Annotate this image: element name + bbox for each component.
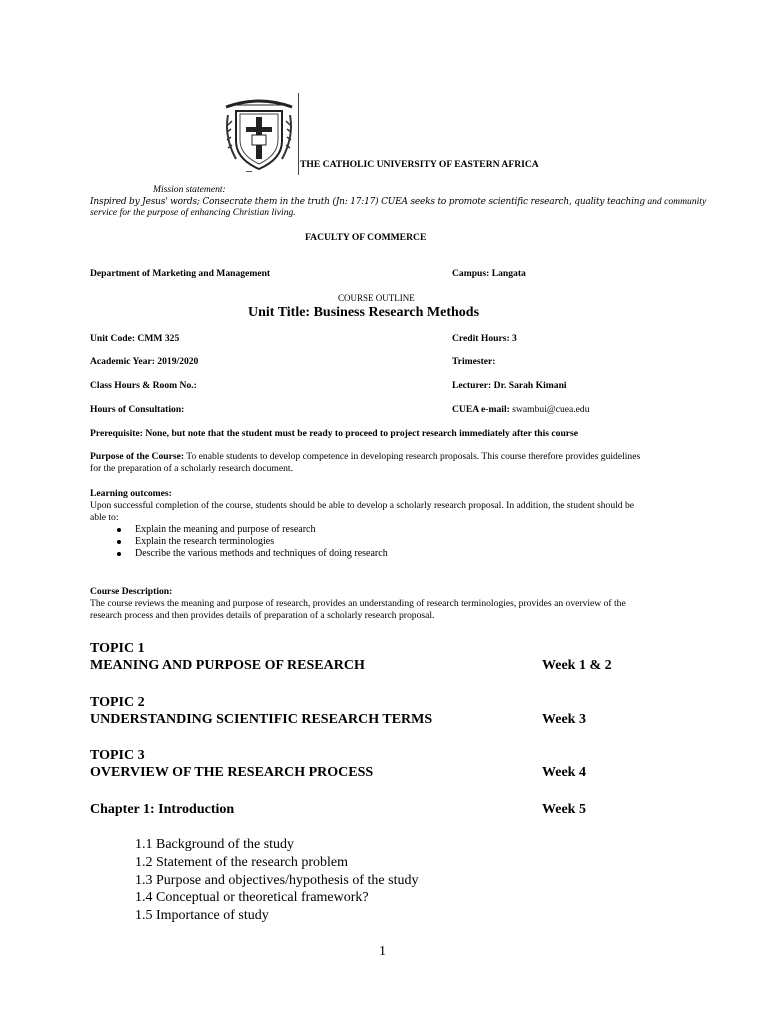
mission-line2: service for the purpose of enhancing Christian living.	[90, 207, 296, 218]
topic-number: TOPIC 3	[90, 748, 145, 763]
list-item: 1.3 Purpose and objectives/hypothesis of the study	[135, 872, 419, 888]
topic-number: TOPIC 1	[90, 641, 145, 656]
list-item: Explain the meaning and purpose of research	[90, 524, 388, 536]
campus: Campus: Langata	[452, 268, 526, 279]
topic-week: Week 4	[542, 765, 586, 780]
chapter-subsections	[135, 836, 418, 925]
unit-code: Unit Code: CMM 325	[90, 333, 180, 344]
lecturer: Lecturer: Dr. Sarah Kimani	[452, 380, 567, 391]
logo-underline	[246, 171, 252, 172]
topic-title: UNDERSTANDING SCIENTIFIC RESEARCH TERMS	[90, 712, 433, 727]
mission-quote-rest: and community	[644, 196, 707, 207]
course-description-line2: research process and then provides details of preparation of a scholarly research proposal.	[90, 610, 435, 621]
learning-outcomes-line1: Upon successful completion of the course, students should be able to develop a scholarly research proposal. In addition, the student should be	[90, 500, 635, 511]
topic-title: OVERVIEW OF THE RESEARCH PROCESS	[90, 765, 374, 780]
class-hours: Class Hours & Room No.:	[90, 380, 197, 391]
trimester: Trimester:	[452, 356, 496, 367]
prerequisite: Prerequisite: None, but note that the student must be ready to proceed to project research immediately after this course	[90, 428, 579, 439]
list-item: 1.1 Background of the study	[135, 837, 295, 852]
department-name: Department of Marketing and Management	[90, 268, 271, 279]
purpose-line1	[90, 451, 640, 463]
faculty-name: FACULTY OF COMMERCE	[305, 232, 427, 243]
list-item: 1.2 Statement of the research problem	[135, 854, 349, 870]
page-number: 1	[379, 944, 386, 959]
purpose-text: To enable students to develop competence in developing research proposals. This course therefore provides guidelines	[184, 451, 641, 462]
list-item: Describe the various methods and techniques of doing research	[90, 548, 388, 560]
consultation-hours: Hours of Consultation:	[90, 404, 185, 415]
mission-quote: Inspired by Jesus' words; Consecrate them in the truth (Jn: 17:17) CUEA seeks to promote scientific research, quality teaching	[90, 197, 645, 207]
course-description-label: Course Description:	[90, 586, 173, 597]
email-link[interactable]: swambui@cuea.edu	[509, 404, 590, 415]
list-item: 1.5 Importance of study	[135, 908, 269, 924]
university-crest-icon	[222, 97, 296, 178]
header-divider	[298, 93, 299, 175]
unit-title: Unit Title: Business Research Methods	[248, 305, 480, 320]
list-item: 1.4 Conceptual or theoretical framework?	[135, 890, 369, 906]
course-outline-label: COURSE OUTLINE	[338, 293, 415, 303]
academic-year: Academic Year: 2019/2020	[90, 356, 199, 367]
purpose-line2: for the preparation of a scholarly research document.	[90, 463, 293, 474]
mission-label: Mission statement:	[153, 184, 226, 195]
course-description-line1: The course reviews the meaning and purpose of research, provides an understanding of research terminologies, provides an overview of the	[90, 598, 626, 609]
chapter-title: Chapter 1: Introduction	[90, 802, 235, 817]
topic-number: TOPIC 2	[90, 695, 145, 710]
topic-week: Week 1 & 2	[542, 658, 612, 673]
chapter-week: Week 5	[542, 802, 586, 817]
purpose-label: Purpose of the Course:	[90, 451, 185, 462]
learning-outcomes-label: Learning outcomes:	[90, 488, 172, 499]
learning-outcomes-line2: able to:	[90, 512, 119, 523]
email-line	[452, 404, 590, 416]
email-label: CUEA e-mail:	[452, 404, 510, 415]
university-name: THE CATHOLIC UNIVERSITY OF EASTERN AFRICA	[300, 159, 539, 170]
topic-week: Week 3	[542, 712, 586, 727]
credit-hours: Credit Hours: 3	[452, 333, 517, 344]
learning-outcomes-list	[90, 524, 388, 560]
topic-title: MEANING AND PURPOSE OF RESEARCH	[90, 658, 365, 673]
list-item: Explain the research terminologies	[90, 536, 388, 548]
